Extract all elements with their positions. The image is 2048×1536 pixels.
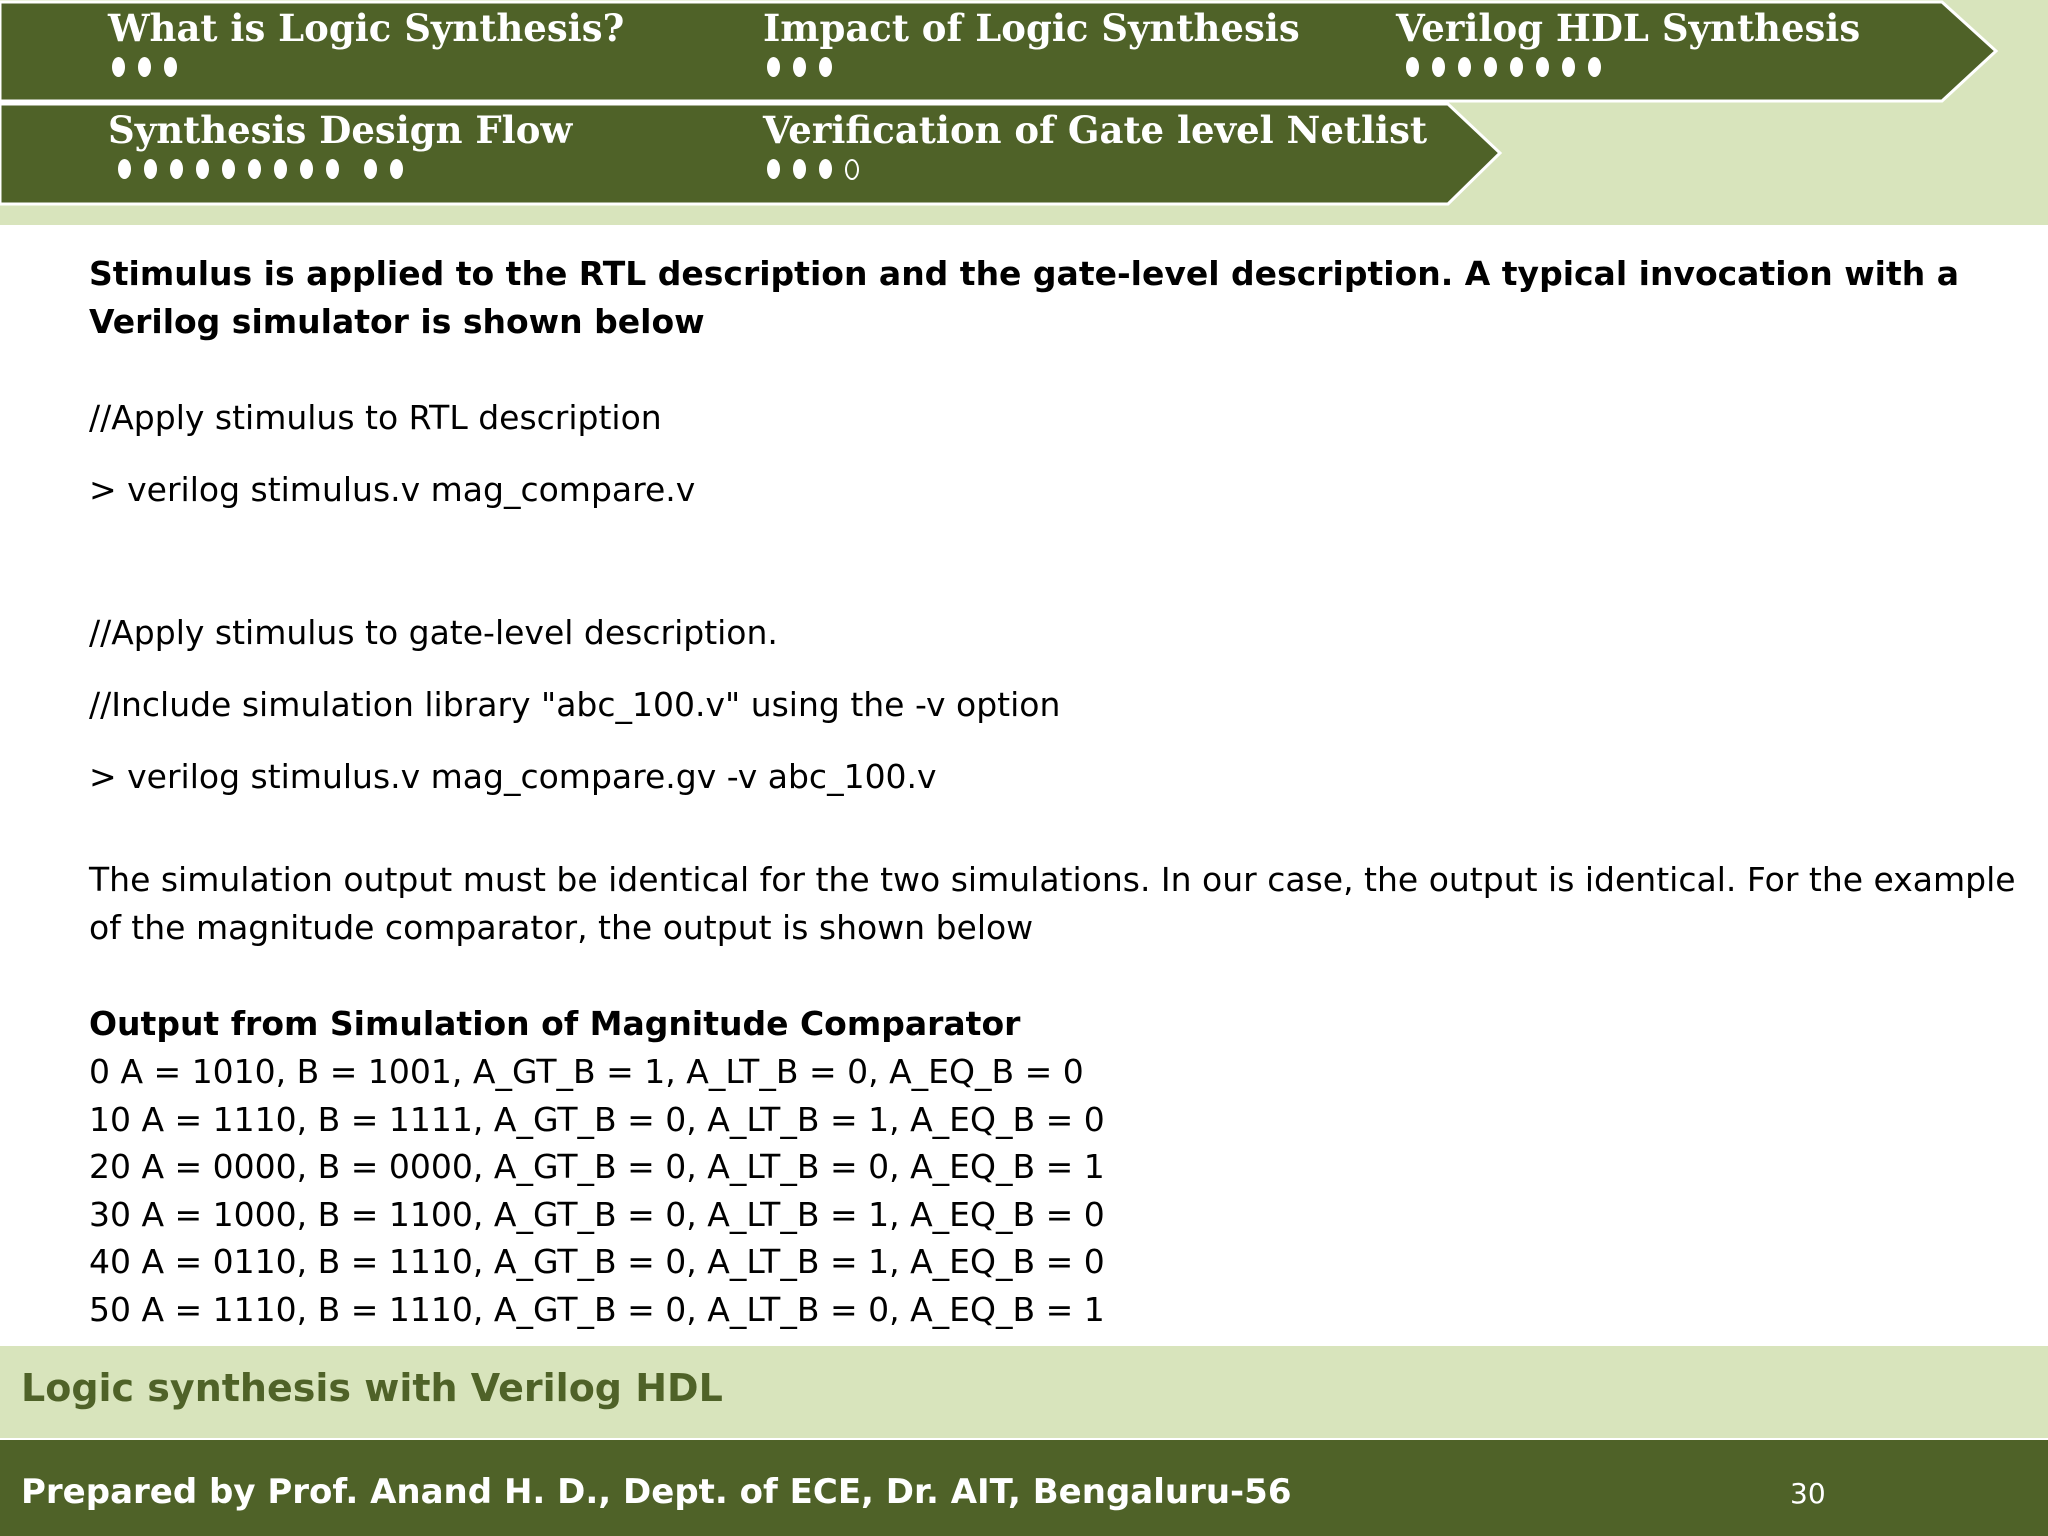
course-title-band bbox=[0, 1346, 2048, 1438]
author-credit: Prepared by Prof. Anand H. D., Dept. of ECE, Dr. AIT, Bengaluru-56 bbox=[21, 1472, 1292, 1512]
slide-dot[interactable] bbox=[767, 57, 780, 77]
slide-dot[interactable] bbox=[1510, 57, 1523, 77]
nav-section-synthesis-design-flow[interactable] bbox=[108, 108, 572, 186]
nav-section-verilog-hdl-synthesis[interactable] bbox=[1396, 6, 1860, 84]
footer-bar bbox=[0, 1440, 2048, 1536]
slide-dot[interactable] bbox=[1562, 57, 1575, 77]
slide-dot[interactable] bbox=[390, 159, 403, 179]
slide-content bbox=[89, 250, 2019, 1329]
slide-dot[interactable] bbox=[138, 57, 151, 77]
output-heading: Output from Simulation of Magnitude Comparator bbox=[89, 1004, 1021, 1043]
output-line: 30 A = 1000, B = 1100, A_GT_B = 0, A_LT_B = 1, A_EQ_B = 0 bbox=[89, 1194, 1105, 1234]
section-navigation bbox=[0, 0, 2048, 225]
code-comment-gate: //Apply stimulus to gate-level description. bbox=[89, 613, 778, 652]
nav-section-impact-of-logic-synthesis[interactable] bbox=[763, 6, 1300, 84]
slide-dot[interactable] bbox=[222, 159, 235, 179]
code-comment-rtl: //Apply stimulus to RTL description bbox=[89, 398, 662, 437]
slide-dot[interactable] bbox=[170, 159, 183, 179]
slide-dot[interactable] bbox=[248, 159, 261, 179]
slide-dot[interactable] bbox=[1432, 57, 1445, 77]
nav-section-title: Verilog HDL Synthesis bbox=[1396, 6, 1861, 50]
simulation-output bbox=[89, 1048, 1105, 1334]
slide-dot[interactable] bbox=[1484, 57, 1497, 77]
code-comment-library: //Include simulation library "abc_100.v" using the -v option bbox=[89, 685, 1061, 724]
nav-section-dots bbox=[767, 152, 1427, 186]
slide-dot[interactable] bbox=[144, 159, 157, 179]
slide-dot[interactable] bbox=[274, 159, 287, 179]
slide-dot[interactable] bbox=[819, 159, 832, 179]
slide-dot[interactable] bbox=[793, 159, 806, 179]
slide-dot[interactable] bbox=[1536, 57, 1549, 77]
course-title: Logic synthesis with Verilog HDL bbox=[21, 1366, 723, 1410]
nav-section-verification-of-gate-level-netlist[interactable] bbox=[763, 108, 1427, 186]
output-line: 40 A = 0110, B = 1110, A_GT_B = 0, A_LT_B = 1, A_EQ_B = 0 bbox=[89, 1242, 1105, 1282]
code-command-rtl: > verilog stimulus.v mag_compare.v bbox=[89, 470, 696, 509]
current-slide-dot[interactable] bbox=[845, 159, 859, 180]
code-command-gate: > verilog stimulus.v mag_compare.gv -v abc_100.v bbox=[89, 757, 937, 796]
slide-dot[interactable] bbox=[196, 159, 209, 179]
slide-dot[interactable] bbox=[326, 159, 339, 179]
nav-section-what-is-logic-synthesis[interactable] bbox=[108, 6, 624, 84]
slide-dot[interactable] bbox=[112, 57, 125, 77]
slide-dot[interactable] bbox=[1458, 57, 1471, 77]
output-line: 50 A = 1110, B = 1110, A_GT_B = 0, A_LT_B = 0, A_EQ_B = 1 bbox=[89, 1289, 1105, 1329]
slide-dot[interactable] bbox=[793, 57, 806, 77]
nav-section-dots bbox=[1406, 50, 1860, 84]
explanation-paragraph: The simulation output must be identical for the two simulations. In our case, the output is identical. For the example of the magnitude comparator, the output is shown below bbox=[89, 860, 2016, 947]
slide-dot[interactable] bbox=[1406, 57, 1419, 77]
nav-section-title: Impact of Logic Synthesis bbox=[763, 6, 1300, 50]
slide-dot[interactable] bbox=[1588, 57, 1601, 77]
slide-dot[interactable] bbox=[164, 57, 177, 77]
nav-section-title: Synthesis Design Flow bbox=[108, 108, 573, 152]
slide-dot[interactable] bbox=[767, 159, 780, 179]
output-line: 0 A = 1010, B = 1001, A_GT_B = 1, A_LT_B = 0, A_EQ_B = 0 bbox=[89, 1052, 1084, 1091]
nav-section-title: What is Logic Synthesis? bbox=[108, 6, 625, 50]
output-line: 10 A = 1110, B = 1111, A_GT_B = 0, A_LT_B = 1, A_EQ_B = 0 bbox=[89, 1099, 1105, 1139]
slide-dot[interactable] bbox=[118, 159, 131, 179]
nav-section-title: Verification of Gate level Netlist bbox=[763, 108, 1428, 152]
slide-dot[interactable] bbox=[819, 57, 832, 77]
nav-section-dots bbox=[118, 152, 572, 186]
nav-section-dots bbox=[112, 50, 624, 84]
output-line: 20 A = 0000, B = 0000, A_GT_B = 0, A_LT_B = 0, A_EQ_B = 1 bbox=[89, 1147, 1105, 1187]
intro-text: Stimulus is applied to the RTL description and the gate-level description. A typical invocation with a Verilog simulator is shown below bbox=[89, 254, 1960, 341]
page-number: 30 bbox=[1790, 1477, 1826, 1510]
nav-section-dots bbox=[767, 50, 1300, 84]
slide-dot[interactable] bbox=[300, 159, 313, 179]
slide-dot[interactable] bbox=[364, 159, 377, 179]
